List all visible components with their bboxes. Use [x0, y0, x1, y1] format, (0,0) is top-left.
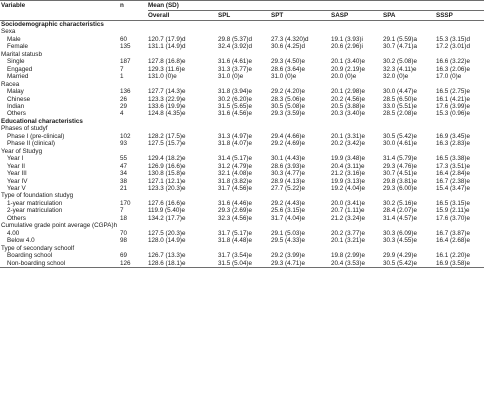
cell-spl: 32.1 (4.08)e: [218, 170, 252, 178]
row-label: Single: [7, 58, 25, 66]
header-row-1: [0, 1, 484, 11]
row-label: Malay: [7, 88, 24, 96]
column-header-spt: SPT: [271, 11, 331, 21]
row-label: Others: [7, 110, 26, 118]
cell-spa: 30.3 (4.55)e: [383, 237, 417, 245]
cell-sssp: 15.9 (2.11)e: [436, 207, 470, 215]
cell-spa: 29.3 (6.00)e: [383, 184, 417, 192]
table-row: [0, 215, 484, 222]
row-n: 60: [120, 35, 128, 43]
row-label: Others: [7, 214, 26, 222]
cell-sssp: 16.3 (2.06)e: [436, 65, 470, 73]
cell-sasp: 21.2 (3.16)e: [331, 170, 365, 178]
cell-spl: 31.0 (0)e: [218, 73, 244, 81]
section-heading: Educational characteristics: [1, 117, 83, 125]
cell-sssp: 16.9 (3.45)e: [436, 132, 470, 140]
row-label: Phase II (clinical): [7, 140, 55, 148]
cell-spt: 29.3 (4.71)e: [271, 260, 331, 268]
row-label: Indian: [7, 102, 25, 110]
table-row: [0, 140, 484, 147]
table-row: [0, 155, 484, 162]
cell-spt: 28.3 (5.06)e: [271, 95, 305, 103]
cell-spl: 31.8 (4.07)e: [218, 140, 252, 148]
group-heading-row: [0, 245, 484, 252]
row-n: 1: [120, 73, 124, 81]
table-row: [0, 36, 484, 43]
row-label: Engaged: [7, 65, 33, 73]
cell-sasp: 20.1 (3.40)e: [331, 58, 365, 66]
cell-spt: 28.9 (4.13)e: [271, 177, 305, 185]
table-row: [0, 260, 484, 268]
cell-overall: 127.6 (16.6)e: [148, 199, 186, 207]
cell-spl: 31.8 (4.48)e: [218, 237, 252, 245]
row-label: 1-year matriculation: [7, 199, 63, 207]
mean-sd-header: Mean (SD): [148, 1, 484, 11]
cell-spl: 31.6 (4.46)e: [218, 199, 252, 207]
table-row: [0, 237, 484, 244]
cell-spl: 31.8 (3.82)e: [218, 177, 252, 185]
cell-spa: 30.3 (6.09)e: [383, 229, 417, 237]
cell-sssp: 16.5 (3.15)e: [436, 199, 470, 207]
cell-spt: 28.6 (3.93)e: [271, 162, 305, 170]
row-n: 135: [120, 43, 131, 51]
table-row: [0, 230, 484, 237]
cell-spt: 31.7 (4.04)e: [271, 214, 305, 222]
cell-sssp: 16.7 (2.38)e: [436, 177, 470, 185]
cell-overall: 127.5 (15.7)e: [148, 140, 186, 148]
cell-overall: 129.4 (18.2)e: [148, 155, 186, 163]
cell-overall: 127.8 (16.8)e: [148, 58, 186, 66]
cell-spl: 31.6 (4.61)e: [218, 58, 252, 66]
cell-sssp: 16.5 (2.75)e: [436, 88, 470, 96]
cell-overall: 131.0 (0)e: [148, 73, 177, 81]
table-row: [0, 207, 484, 214]
row-label: Male: [7, 35, 21, 43]
cell-spa: 28.5 (6.50)e: [383, 95, 417, 103]
cell-sssp: 15.3 (3.15)d: [436, 35, 470, 43]
cell-spl: 31.3 (3.77)e: [218, 65, 252, 73]
cell-overall: 133.6 (19.9)e: [148, 102, 186, 110]
cell-sssp: 16.3 (2.83)e: [436, 140, 470, 148]
table-body: [0, 21, 484, 268]
cell-overall: 128.0 (14.9)e: [148, 237, 186, 245]
cell-spt: 27.7 (5.22)e: [271, 184, 305, 192]
cell-spt: 31.0 (0)e: [271, 73, 297, 81]
cell-sasp: 20.9 (2.19)e: [331, 65, 365, 73]
cell-sasp: 20.5 (3.88)e: [331, 102, 365, 110]
group-heading: Year of Studyg: [1, 147, 43, 155]
cell-spl: 32.3 (4.56)e: [218, 214, 252, 222]
cell-overall: 134.2 (17.7)e: [148, 214, 186, 222]
row-n: 4: [120, 110, 124, 118]
variable-header: Variable: [0, 1, 120, 11]
cell-sasp: 20.4 (3.53)e: [331, 260, 383, 268]
row-n: 93: [120, 140, 128, 148]
cell-overall: 126.9 (16.6)e: [148, 162, 186, 170]
cell-spt: 30.6 (4.25)d: [271, 43, 305, 51]
row-label: Female: [7, 43, 28, 51]
cell-spl: 31.7 (4.56)e: [218, 184, 252, 192]
row-n: 26: [120, 95, 128, 103]
cell-sasp: 20.0 (3.41)e: [331, 199, 365, 207]
group-heading-row: [0, 148, 484, 155]
cell-spa: 33.0 (5.51)e: [383, 102, 417, 110]
table-row: [0, 178, 484, 185]
cell-spt: 30.3 (4.77)e: [271, 170, 305, 178]
cell-spa: 30.2 (5.16)e: [383, 199, 417, 207]
row-n: 55: [120, 155, 128, 163]
cell-sasp: 20.2 (3.77)e: [331, 229, 365, 237]
cell-sssp: 17.6 (3.99)e: [436, 102, 470, 110]
row-label: Year I: [7, 155, 24, 163]
cell-sssp: 17.0 (0)e: [436, 73, 462, 81]
cell-sssp: 15.4 (3.47)e: [436, 184, 470, 192]
cell-spa: 29.3 (4.76)e: [383, 162, 417, 170]
cell-spa: 28.5 (2.08)e: [383, 110, 417, 118]
cell-sssp: 16.1 (2.20)e: [436, 252, 470, 260]
group-heading: Type of foundation studyg: [1, 192, 74, 200]
table-row: [0, 170, 484, 177]
cell-sasp: 19.2 (4.04)e: [331, 184, 365, 192]
row-n: 34: [120, 170, 128, 178]
cell-overall: 127.7 (14.3)e: [148, 88, 186, 96]
row-n: 29: [120, 102, 128, 110]
cell-spa: 29.8 (3.81)e: [383, 177, 417, 185]
cell-overall: 127.5 (20.3)e: [148, 229, 186, 237]
cell-spt: 29.2 (4.69)e: [271, 140, 305, 148]
cell-overall: 128.6 (18.1)e: [148, 260, 218, 268]
row-label: 2-year matriculation: [7, 207, 63, 215]
table-row: [0, 96, 484, 103]
table-row: [0, 88, 484, 95]
cell-spa: 30.7 (4.51)e: [383, 170, 417, 178]
cell-spt: 29.3 (4.50)e: [271, 58, 305, 66]
group-heading-row: [0, 192, 484, 199]
cell-spa: 31.4 (5.79)e: [383, 155, 417, 163]
cell-spt: 29.2 (4.43)e: [271, 199, 305, 207]
cell-overall: 126.7 (13.3)e: [148, 252, 186, 260]
cell-sasp: 20.6 (2.96)i: [331, 43, 363, 51]
cell-spa: 29.9 (4.29)e: [383, 252, 417, 260]
cell-sasp: 20.7 (1.11)e: [331, 207, 365, 215]
group-heading: Racea: [1, 80, 20, 88]
row-n: 98: [120, 237, 128, 245]
cell-spa: 31.4 (4.57)e: [383, 214, 417, 222]
row-label: 4.00: [7, 229, 20, 237]
table-row: [0, 110, 484, 117]
row-n: 136: [120, 88, 131, 96]
cell-sasp: 19.8 (2.99)e: [331, 252, 365, 260]
cell-spt: 29.2 (4.20)e: [271, 88, 305, 96]
row-n: 7: [120, 207, 124, 215]
row-n: 38: [120, 177, 128, 185]
group-heading: Marital statusb: [1, 50, 42, 58]
column-header-spa: SPA: [383, 11, 436, 21]
cell-spl: 31.5 (5.04)e: [218, 260, 271, 268]
cell-sasp: 20.2 (4.56)e: [331, 95, 365, 103]
cell-sasp: 20.3 (3.40)e: [331, 110, 365, 118]
cell-spa: 30.0 (4.61)e: [383, 140, 417, 148]
cell-spl: 31.2 (4.79)e: [218, 162, 252, 170]
group-heading-row: [0, 51, 484, 58]
row-label: Year II: [7, 162, 25, 170]
row-label: Year V: [7, 184, 26, 192]
table-row: [0, 133, 484, 140]
cell-spa: 30.5 (5.42)e: [383, 260, 436, 268]
cell-overall: 120.7 (17.9)d: [148, 35, 186, 43]
section-heading: Sociodemographic characteristics: [1, 21, 104, 28]
cell-sssp: 16.5 (3.38)e: [436, 155, 470, 163]
group-heading-row: [0, 125, 484, 132]
row-n: 7: [120, 65, 124, 73]
table-row: [0, 103, 484, 110]
group-heading-row: [0, 81, 484, 88]
cell-spt: 29.3 (3.59)e: [271, 110, 305, 118]
cell-overall: 129.3 (11.6)e: [148, 65, 185, 73]
cell-sasp: 20.0 (0)e: [331, 73, 357, 81]
table-row: [0, 163, 484, 170]
cell-spl: 31.4 (5.17)e: [218, 155, 252, 163]
n-header: n: [120, 1, 148, 11]
column-header-sssp: SSSP: [436, 11, 484, 21]
cell-spl: 31.7 (5.17)e: [218, 229, 252, 237]
group-heading: Sexa: [1, 28, 16, 36]
cell-sssp: 16.6 (3.22)e: [436, 58, 470, 66]
group-heading: Type of secondary schoolf: [1, 244, 75, 252]
cell-spa: 30.0 (4.47)e: [383, 88, 417, 96]
cell-sssp: 16.4 (2.84)e: [436, 170, 470, 178]
cell-spl: 32.4 (3.92)d: [218, 43, 252, 51]
group-heading: Phases of studyf: [1, 125, 48, 133]
cell-sasp: 19.9 (3.48)e: [331, 155, 365, 163]
cell-spa: 30.5 (5.42)e: [383, 132, 417, 140]
table-row: [0, 43, 484, 50]
cell-overall: 123.3 (22.9)e: [148, 95, 186, 103]
cell-spa: 30.7 (4.71)a: [383, 43, 417, 51]
row-label: Married: [7, 73, 29, 81]
row-n: 187: [120, 58, 131, 66]
cell-sssp: 17.6 (3.70)e: [436, 214, 470, 222]
cell-sasp: 19.9 (3.13)e: [331, 177, 365, 185]
cell-sasp: 20.4 (3.11)e: [331, 162, 365, 170]
cell-sssp: 17.2 (3.01)d: [436, 43, 470, 51]
table-row: [0, 252, 484, 259]
cell-sssp: 15.3 (0.96)e: [436, 110, 470, 118]
row-label: Below 4.0: [7, 237, 35, 245]
cell-spa: 32.0 (0)e: [383, 73, 409, 81]
column-header-overall: Overall: [148, 11, 218, 21]
group-heading-row: [0, 222, 484, 229]
cell-sasp: 20.1 (3.31)e: [331, 132, 365, 140]
row-n: 170: [120, 199, 131, 207]
row-n: 47: [120, 162, 128, 170]
cell-overall: 127.1 (12.1)e: [148, 177, 186, 185]
section-heading-row: [0, 118, 484, 125]
cell-spt: 29.5 (4.33)e: [271, 237, 305, 245]
row-n: 102: [120, 132, 131, 140]
row-label: Year III: [7, 170, 27, 178]
row-label: Phase I (pre-clinical): [7, 132, 65, 140]
table-row: [0, 200, 484, 207]
cell-spa: 29.1 (5.59)a: [383, 35, 417, 43]
cell-spt: 25.6 (3.15)e: [271, 207, 305, 215]
row-label: Non-boarding school: [0, 260, 120, 268]
cell-overall: 130.8 (15.8)e: [148, 170, 186, 178]
cell-sasp: 20.1 (2.98)e: [331, 88, 365, 96]
cell-overall: 119.9 (5.40)e: [148, 207, 185, 215]
table-row: [0, 185, 484, 192]
cell-spa: 30.2 (5.08)e: [383, 58, 417, 66]
row-label: Boarding school: [7, 252, 53, 260]
cell-spt: 29.1 (5.03)e: [271, 229, 305, 237]
row-label: Year IV: [7, 177, 28, 185]
cell-spt: 30.5 (5.08)e: [271, 102, 305, 110]
cell-spt: 29.2 (3.99)e: [271, 252, 305, 260]
header-row-2: [0, 11, 484, 21]
cell-sasp: 20.2 (3.42)e: [331, 140, 365, 148]
cell-spl: 30.2 (6.20)e: [218, 95, 252, 103]
cell-sssp: 16.7 (3.87)e: [436, 229, 470, 237]
cell-sssp: 17.3 (3.51)e: [436, 162, 470, 170]
row-n: 69: [120, 252, 128, 260]
row-n: 126: [120, 260, 148, 268]
row-label: Chinese: [7, 95, 31, 103]
cell-overall: 128.2 (17.5)e: [148, 132, 186, 140]
cell-spl: 29.3 (2.69)e: [218, 207, 252, 215]
cell-spl: 31.8 (3.94)e: [218, 88, 252, 96]
cell-sssp: 16.1 (4.21)e: [436, 95, 470, 103]
group-heading: Cumulative grade point average (CGPA)h: [1, 222, 118, 230]
cell-spt: 29.4 (4.66)e: [271, 132, 305, 140]
row-n: 18: [120, 214, 128, 222]
cell-spl: 31.3 (4.97)e: [218, 132, 252, 140]
cell-spa: 32.3 (4.11)e: [383, 65, 417, 73]
column-header-spl: SPL: [218, 11, 271, 21]
cell-sasp: 20.1 (3.21)e: [331, 237, 365, 245]
cell-overall: 123.3 (20.3)e: [148, 184, 186, 192]
cell-sasp: 19.1 (3.93)i: [331, 35, 363, 43]
column-header-sasp: SASP: [331, 11, 383, 21]
group-heading-row: [0, 28, 484, 35]
cell-spl: 31.7 (3.54)e: [218, 252, 252, 260]
row-n: 70: [120, 229, 128, 237]
table-row: [0, 66, 484, 73]
section-heading-row: [0, 21, 484, 29]
table-row: [0, 58, 484, 65]
cell-spt: 30.1 (4.43)e: [271, 155, 305, 163]
table-row: [0, 73, 484, 80]
cell-spt: 28.6 (3.64)e: [271, 65, 305, 73]
cell-sssp: 16.9 (3.58)e: [436, 260, 484, 268]
cell-spl: 31.6 (4.56)e: [218, 110, 252, 118]
cell-sasp: 21.2 (3.24)e: [331, 214, 365, 222]
cell-spl: 29.8 (5.37)d: [218, 35, 252, 43]
cell-spa: 28.4 (2.07)e: [383, 207, 417, 215]
row-n: 21: [120, 184, 128, 192]
cell-sssp: 16.4 (2.68)e: [436, 237, 470, 245]
cell-spl: 31.5 (5.65)e: [218, 102, 252, 110]
cell-spt: 27.3 (4.320)d: [271, 35, 309, 43]
cell-overall: 124.8 (4.35)e: [148, 110, 186, 118]
cell-overall: 131.1 (14.9)d: [148, 43, 186, 51]
